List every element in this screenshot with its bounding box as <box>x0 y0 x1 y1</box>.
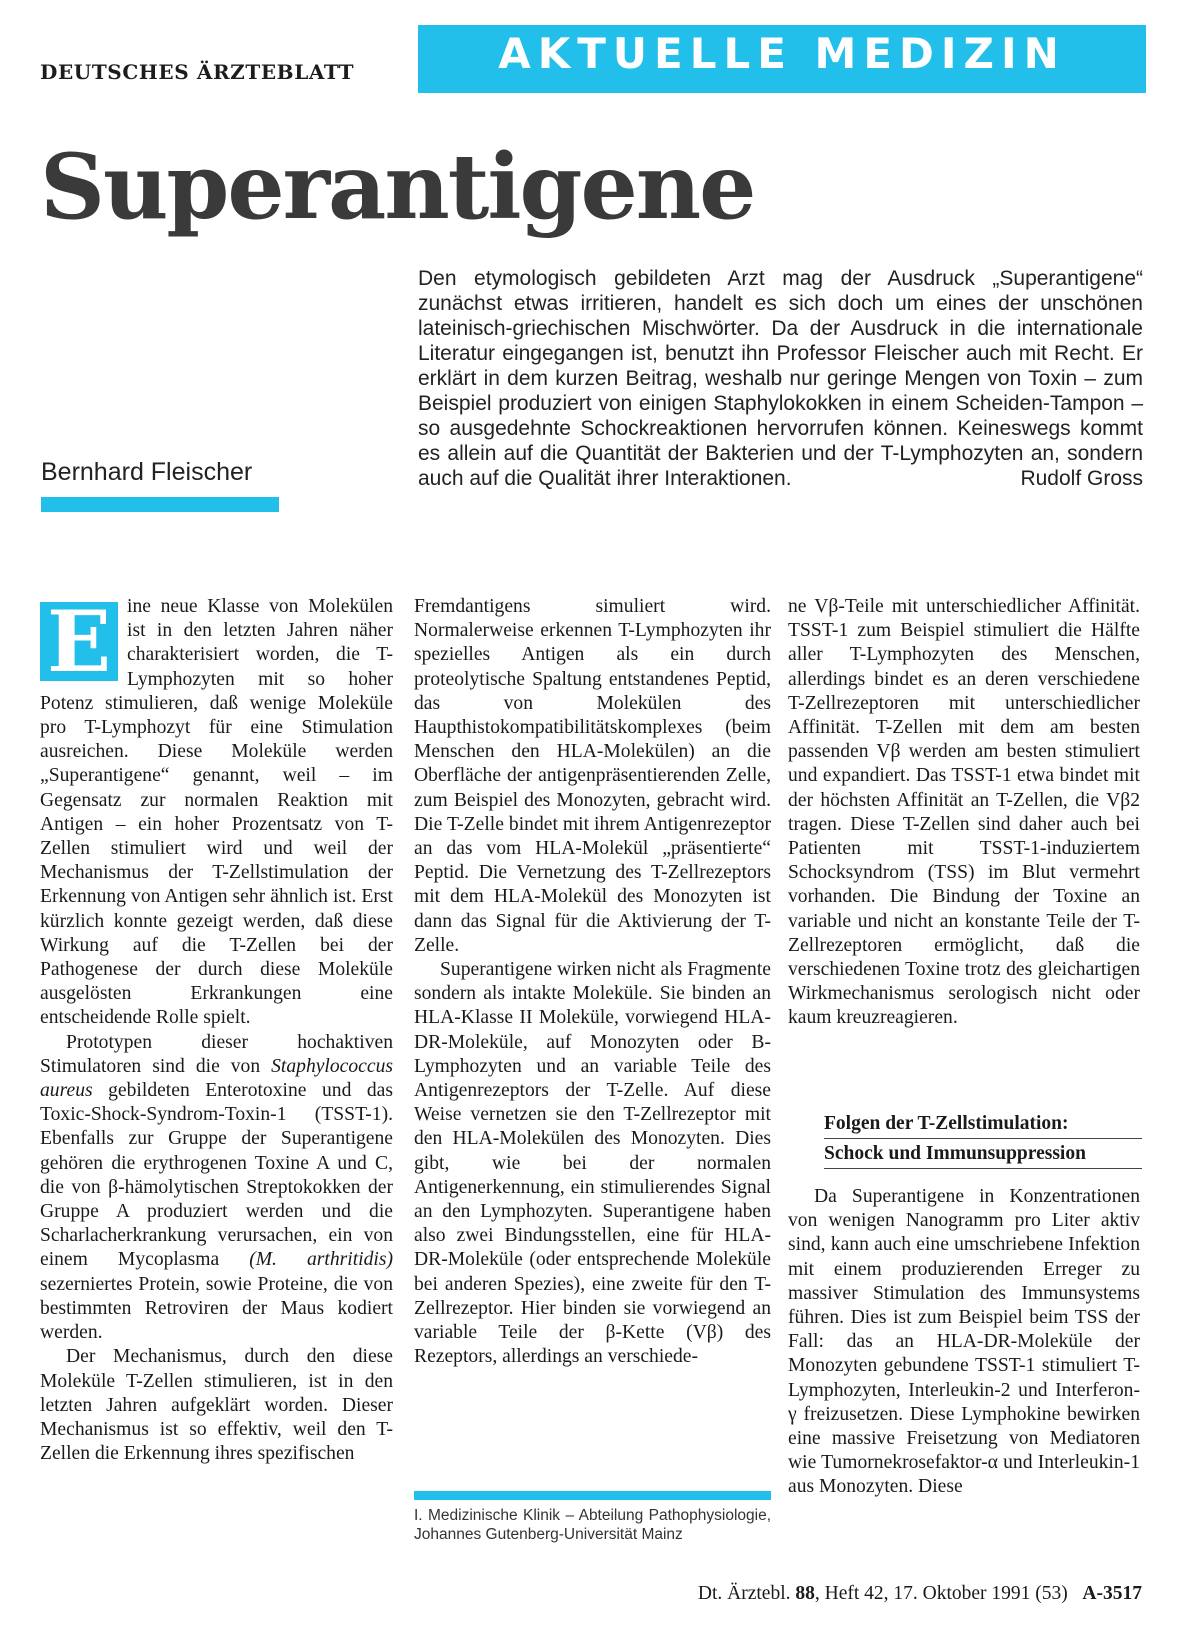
page-footer <box>624 1583 1142 1605</box>
body-column-1 <box>40 592 393 1466</box>
body-paragraph: ne Vβ-Teile mit unterschiedlicher Affinität. TSST-1 zum Beispiel stimuliert die Hälfte aller T-Lymphozyten des Menschen, allerdings bindet es an deren verschiedene T-Zellrezeptoren mit unterschiedlicher Affinität. T-Zellen mit dem am besten passenden Vβ werden am besten stimuliert und expandiert. Das TSST-1 etwa bindet mit der höchsten Affinität an T-Zellen, die Vβ2 tragen. Diese T-Zellen sind daher auch bei Patienten mit TSST-1-induziertem Schocksyndrom (TSS) im Blut vermehrt vorhanden. Die Bindung der Toxine an variable und nicht an konstante Teile der T-Zellrezeptoren ermöglicht, daß die verschiedenen Toxine trotz des gleichartigen Wirkmechanismus serologisch nicht oder kaum kreuzreagieren. <box>788 596 1140 1029</box>
affiliation-footnote: I. Medizinische Klinik – Abteilung Pathophysiologie, Johannes Gutenberg-Universität Mainz <box>414 1507 771 1543</box>
section-banner <box>418 25 1146 93</box>
paragraph-text: gebildeten Enterotoxine und das Toxic-Shock-Syndrom-Toxin-1 (TSST-1). Ebenfalls zur Gruppe der Superantigene gehören die erythrogenen Toxine A und C, die von β-hämolytischen Streptokokken der Gruppe A produziert werden und die Scharlacherkrankung verursachen, ein von einem Mycoplasma <box>40 1080 393 1271</box>
author-name: Bernhard Fleischer <box>41 458 253 486</box>
paragraph-text: Prototypen dieser hochaktiven Stimulatoren sind die von <box>40 1031 393 1077</box>
body-column-3 <box>788 595 1140 1031</box>
intro-signature: Rudolf Gross <box>1020 467 1143 490</box>
citation-details: , Heft 42, 17. Oktober 1991 (53) <box>814 1583 1068 1604</box>
body-paragraph: Da Superantigene in Konzentrationen von wenigen Nanogramm pro Liter aktiv sind, kann auch eine umschriebene Infektion mit einem produzierenden Erreger zu massiver Stimulation des Immunsystems führen. Dies ist zum Beispiel beim TSS der Fall: das an HLA-DR-Moleküle der Monozyten gebundene TSST-1 stimuliert T-Lymphozyten, Interleukin-2 und Interferon-γ freizusetzen. Diese Lymphokine bewirken eine massive Freisetzung von Mediatoren wie Tumornekrosefaktor-α und Interleukin-1 aus Monozyten. Diese <box>788 1186 1140 1498</box>
subheading-line: Schock und Immunsuppression <box>824 1139 1142 1169</box>
species-name: (M. arthritidis) <box>249 1249 393 1271</box>
citation-prefix: Dt. Ärztebl. <box>697 1583 796 1604</box>
paragraph-text: sezerniertes Protein, sowie Proteine, die von bestimmten Retroviren der Maus kodiert werden. <box>40 1273 393 1344</box>
drop-cap-letter: E <box>46 592 112 691</box>
subheading-line: Folgen der T-Zellstimulation: <box>824 1109 1142 1139</box>
page-number: A-3517 <box>1082 1583 1142 1604</box>
editorial-intro <box>418 266 1143 491</box>
footnote-rule <box>414 1491 771 1500</box>
body-paragraph <box>40 592 393 1031</box>
paragraph-text: ine neue Klasse von Molekülen ist in den letzten Jahren näher charakterisiert worden, die T-Lymphozyten mit so hoher Potenz stimulieren, daß wenige Moleküle pro T-Lymphozyt für eine Stimulation ausreichen. Diese Moleküle werden „Superantigene“ genannt, weil – im Gegensatz zur normalen Reaktion mit Antigen – ein hoher Prozentsatz von T-Zellen stimuliert wird und weil der Mechanismus der T-Zellstimulation der Erkennung von Antigen sehr ähnlich ist. Erst kürzlich konnte gezeigt werden, daß diese Wirkung auf die T-Zellen bei der Pathogenese der durch diese Moleküle ausgelösten Erkrankungen eine entscheidende Rolle spielt. <box>40 596 393 1029</box>
body-paragraph: Fremdantigens simuliert wird. Normalerweise erkennen T-Lymphozyten ihr spezielles Antigen als ein durch proteolytische Spaltung entstandenes Peptid, das von Molekülen des Haupthistokompatibilitätskomplexes (beim Menschen den HLA-Molekülen) an die Oberfläche der antigenpräsentierenden Zelle, zum Beispiel des Monozyten, gebracht wird. Die T-Zelle bindet mit ihrem Antigenrezeptor an das vom HLA-Molekül „präsentierte“ Peptid. Die Vernetzung des T-Zellrezeptors mit dem HLA-Molekül des Monozyten ist dann das Signal für die Aktivierung der T-Zelle. <box>414 596 771 956</box>
body-paragraph: Der Mechanismus, durch den diese Moleküle T-Zellen stimulieren, ist in den letzten Jahren aufgeklärt worden. Dieser Mechanismus ist so effektiv, weil den T-Zellen die Erkennung ihres spezifischen <box>40 1346 393 1465</box>
body-paragraph <box>40 1031 393 1346</box>
body-column-2 <box>414 595 771 1370</box>
drop-cap <box>40 592 118 691</box>
volume-number: 88 <box>795 1583 815 1604</box>
section-subheading <box>824 1109 1142 1169</box>
author-accent-bar <box>41 497 279 512</box>
article-title: Superantigene <box>40 134 755 240</box>
journal-name: DEUTSCHES ÄRZTEBLATT <box>40 60 355 84</box>
species-name: Staphylococcus aureus <box>40 1055 393 1102</box>
body-paragraph: Superantigene wirken nicht als Fragmente sondern als intakte Moleküle. Sie binden an HLA-Klasse II Moleküle, vorwiegend HLA-DR-Moleküle, auf Monozyten oder B-Lymphozyten und an variable Teile des Antigenrezeptors der T-Zelle. Auf diese Weise vernetzen sie den T-Zellrezeptor mit den HLA-Molekülen des Monozyten. Dies gibt, wie bei der normalen Antigenerkennung, ein stimulierendes Signal an den Lymphozyten. Superantigene haben also zwei Bindungsstellen, eine für HLA-DR-Moleküle (oder entsprechende Moleküle bei anderen Spezies), eine zweite für den T-Zellrezeptor. Hier binden sie vorwiegend an variable Teile der β-Kette (Vβ) des Rezeptors, allerdings an verschiede- <box>414 959 771 1368</box>
intro-text: Den etymologisch gebildeten Arzt mag der Ausdruck „Superantigene“ zunächst etwas irritieren, handelt es sich doch um eines der unschönen lateinisch-griechischen Mischwörter. Da der Ausdruck in die internationale Literatur eingegangen ist, benutzt ihn Professor Fleischer auch mit Recht. Er erklärt in dem kurzen Beitrag, weshalb nur geringe Mengen von Toxin – zum Beispiel produziert von einigen Staphylokokken in einem Scheiden-Tampon – so ausgedehnte Schockreaktionen hervorrufen können. Keineswegs kommt es allein auf die Quantität der Bakterien und der T-Lymphozyten an, sondern auch auf die Qualität ihrer Interaktionen. <box>418 267 1143 490</box>
body-column-3-continued <box>788 1185 1140 1500</box>
section-banner-label: AKTUELLE MEDIZIN <box>498 29 1066 78</box>
